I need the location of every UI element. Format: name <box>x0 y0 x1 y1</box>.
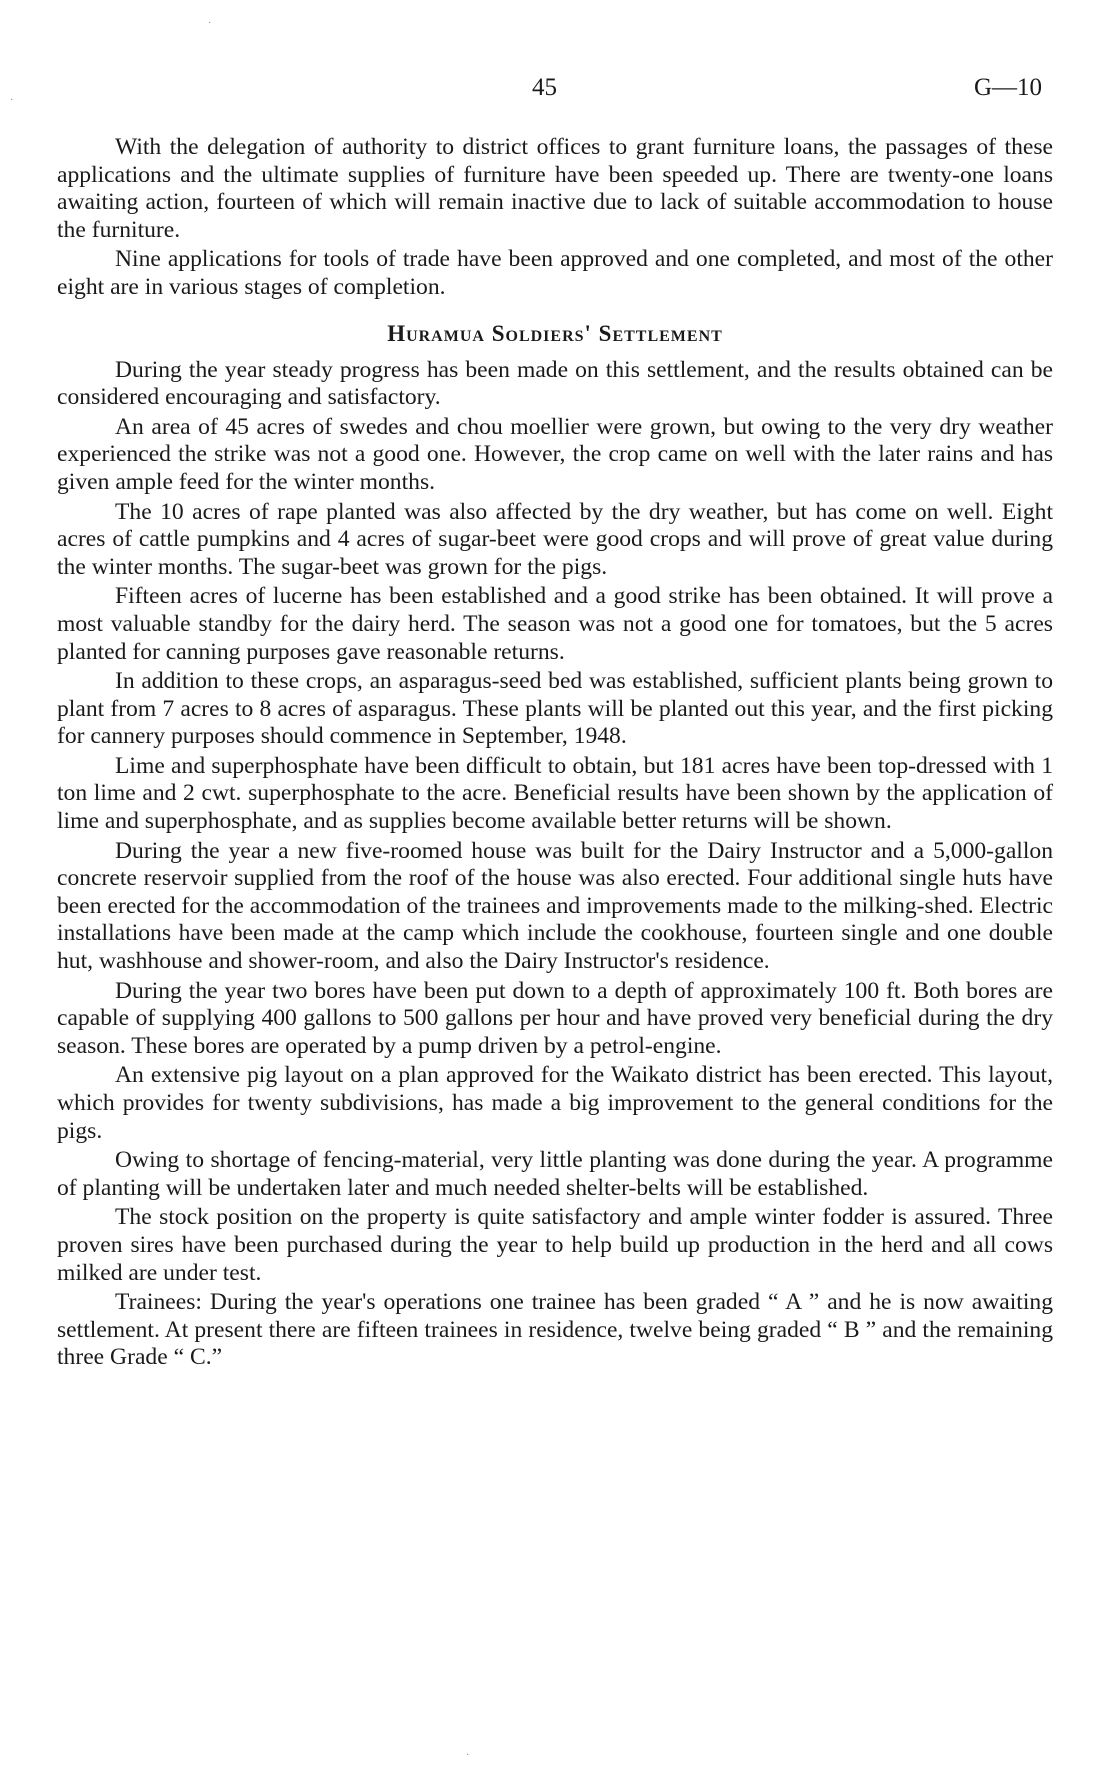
page-number: 45 <box>532 74 557 101</box>
paragraph-lime: Lime and superphosphate have been difficult to obtain, but 181 acres have been top-dressed with 1 ton lime and 2 cwt. superphosphate to the acre. Beneficial results have been shown by the application of lime and superphosphate, and as supplies become available better returns will be shown. <box>57 752 1053 835</box>
paragraph-fencing: Owing to shortage of fencing-material, very little planting was done during the year. A programme of planting will be undertaken later and much needed shelter-belts will be established. <box>57 1147 1053 1201</box>
scan-speck: · <box>10 95 14 106</box>
scan-speck: · <box>466 1750 470 1761</box>
paragraph-house: During the year a new five-roomed house was built for the Dairy Instructor and a 5,000-gallon concrete reservoir supplied from the roof of the house was also erected. Four additional single huts have been erected for the accommodation of the trainees and improvements made to the milking-shed. Electric installations have been made at the camp which include the cookhouse, fourteen single and one double hut, washhouse and shower-room, and also the Dairy Instructor's residence. <box>57 837 1053 975</box>
paragraph-asparagus: In addition to these crops, an asparagus-seed bed was established, sufficient plants being grown to plant from 7 acres to 8 acres of asparagus. These plants will be planted out this year, and the first picking for cannery purposes should commence in September, 1948. <box>57 668 1053 750</box>
paragraph-swedes: An area of 45 acres of swedes and chou moellier were grown, but owing to the very dry weather experienced the strike was not a good one. However, the crop came on well with the later rains and has given ample feed for the winter months. <box>57 413 1053 495</box>
paragraph-pig-layout: An extensive pig layout on a plan approved for the Waikato district has been erected. This layout, which provides for twenty subdivisions, has made a big improvement to the general conditions for the pigs. <box>57 1062 1053 1144</box>
paragraph-trainees: Trainees: During the year's operations one trainee has been graded “ A ” and he is now awaiting settlement. At present there are fifteen trainees in residence, twelve being graded “ B ” and the remaining three Grade “ C.” <box>57 1289 1053 1371</box>
paragraph-lucerne: Fifteen acres of lucerne has been established and a good strike has been obtained. It will prove a most valuable standby for the dairy herd. The season was not a good one for tomatoes, but the 5 acres planted for canning purposes gave reasonable returns. <box>57 583 1053 665</box>
paragraph-rape: The 10 acres of rape planted was also affected by the dry weather, but has come on well. Eight acres of cattle pumpkins and 4 acres of sugar-beet were good crops and will prove of great value during the winter months. The sugar-beet was grown for the pigs. <box>57 498 1053 580</box>
paragraph-stock: The stock position on the property is quite satisfactory and ample winter fodder is assured. Three proven sires have been purchased during the year to help build up production in the herd and all cows milked are under test. <box>57 1204 1053 1286</box>
section-heading: Huramua Soldiers' Settlement <box>387 320 723 346</box>
document-reference: G—10 <box>974 74 1043 101</box>
paragraph-tools-of-trade: Nine applications for tools of trade have been approved and one completed, and most of the other eight are in various stages of completion. <box>57 246 1053 300</box>
paragraph-furniture-loans: With the delegation of authority to district offices to grant furniture loans, the passages of these applications and the ultimate supplies of furniture have been speeded up. There are twenty-one loans awaiting action, fourteen of which will remain inactive due to lack of suitable accommodation to house the furniture. <box>57 134 1053 243</box>
scan-speck: · <box>208 18 212 29</box>
paragraph-bores: During the year two bores have been put down to a depth of approximately 100 ft. Both bores are capable of supplying 400 gallons to 500 gallons per hour and have proved very beneficial during the dry season. These bores are operated by a pump driven by a petrol-engine. <box>57 977 1053 1059</box>
paragraph-progress: During the year steady progress has been made on this settlement, and the results obtained can be considered encouraging and satisfactory. <box>57 356 1053 411</box>
page-header <box>0 74 1114 104</box>
page-body <box>57 134 1053 1374</box>
